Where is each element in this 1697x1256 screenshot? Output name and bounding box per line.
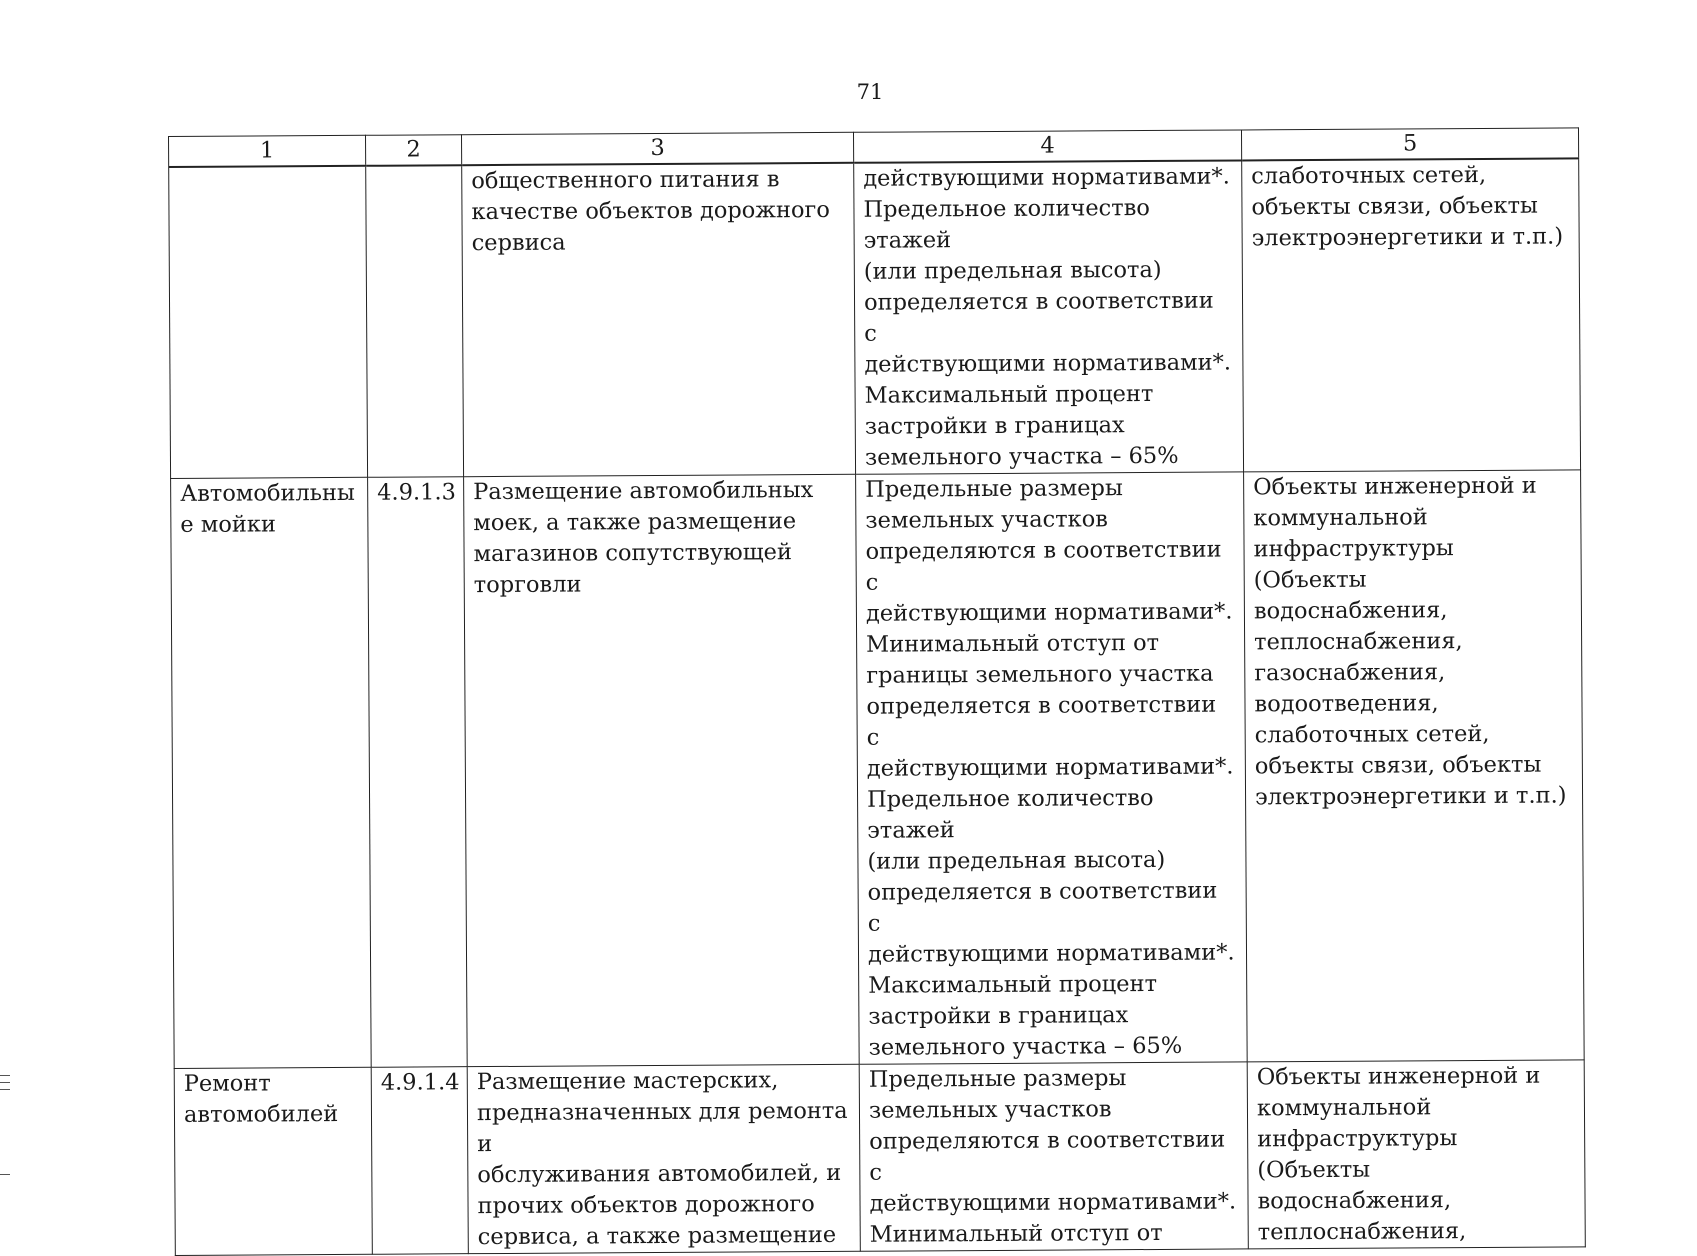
- auxiliary-uses-text: Объекты инженерной и коммунальной инфраструктуры (Объекты водоснабжения, теплоснабжения, газоснабжения, водоотведения, слаботочных сетей, объекты связи, объекты электроэнергетики и т.п.): [1253, 470, 1573, 813]
- parameters-text: Предельные размеры земельных участков определяются в соответствии с действующими нормативами*. Минимальный отступ от: [869, 1062, 1239, 1250]
- use-code-text: 4.9.1.4: [381, 1067, 458, 1098]
- use-code-text: 4.9.1.3: [377, 477, 454, 508]
- use-description-text: общественного питания в качестве объектов дорожного сервиса: [471, 164, 845, 259]
- scan-edge-dash: [0, 1174, 10, 1175]
- table-body: [169, 158, 1586, 1255]
- cell-use-description: [467, 1064, 860, 1253]
- column-header-3: 3: [461, 132, 853, 165]
- column-header-1: 1: [169, 135, 366, 167]
- cell-use-name: [169, 166, 368, 479]
- table-row: [174, 1060, 1585, 1256]
- cell-use-code: [371, 1067, 468, 1255]
- cell-use-description: [464, 474, 860, 1066]
- use-description-text: Размещение мастерских, предназначенных для ремонта и обслуживания автомобилей, и прочих объектов дорожного сервиса, а также размещение: [477, 1065, 851, 1253]
- cell-use-code: [368, 477, 468, 1068]
- use-name-text: Автомобильны е мойки: [180, 478, 358, 541]
- auxiliary-uses-text: слаботочных сетей, объекты связи, объекты электроэнергетики и т.п.): [1251, 159, 1570, 254]
- scan-edge-marks: [0, 1075, 10, 1076]
- zoning-table: [168, 127, 1586, 1256]
- use-description-text: Размещение автомобильных моек, а также размещение магазинов сопутствующей торговли: [473, 475, 847, 601]
- cell-auxiliary-uses: [1242, 158, 1581, 472]
- cell-parameters: [856, 472, 1248, 1064]
- cell-use-name: [171, 477, 372, 1068]
- cell-use-name: [174, 1067, 372, 1255]
- cell-auxiliary-uses: [1244, 470, 1585, 1062]
- cell-use-code: [366, 165, 464, 477]
- cell-parameters: [859, 1062, 1248, 1251]
- column-header-4: 4: [853, 130, 1241, 163]
- parameters-text: Предельные размеры земельных участков определяются в соответствии с действующими нормативами*. Минимальный отступ от границы земельного участка определяется в соответствии с действующими нормативами*. Предельное количество этажей (или предельная высота) определяется в соответствии с действующими нормативами*. Максимальный процент застройки в границах земельного участка – 65%: [865, 472, 1238, 1063]
- table-row: [171, 470, 1585, 1069]
- use-name-text: Ремонт автомобилей: [184, 1068, 362, 1131]
- page-number: 71: [0, 80, 1697, 104]
- column-header-5: 5: [1241, 128, 1578, 161]
- use-name-text: [178, 167, 356, 168]
- column-header-2: 2: [365, 135, 461, 166]
- cell-parameters: [854, 160, 1244, 474]
- parameters-text: действующими нормативами*. Предельное количество этажей (или предельная высота) определяется в соответствии с действующими нормативами*. Максимальный процент застройки в границах земельного участка – 65%: [863, 161, 1234, 473]
- cell-auxiliary-uses: [1247, 1060, 1585, 1249]
- cell-use-description: [462, 163, 856, 477]
- auxiliary-uses-text: Объекты инженерной и коммунальной инфраструктуры (Объекты водоснабжения, теплоснабжения,: [1257, 1060, 1576, 1248]
- table-row: [169, 158, 1581, 478]
